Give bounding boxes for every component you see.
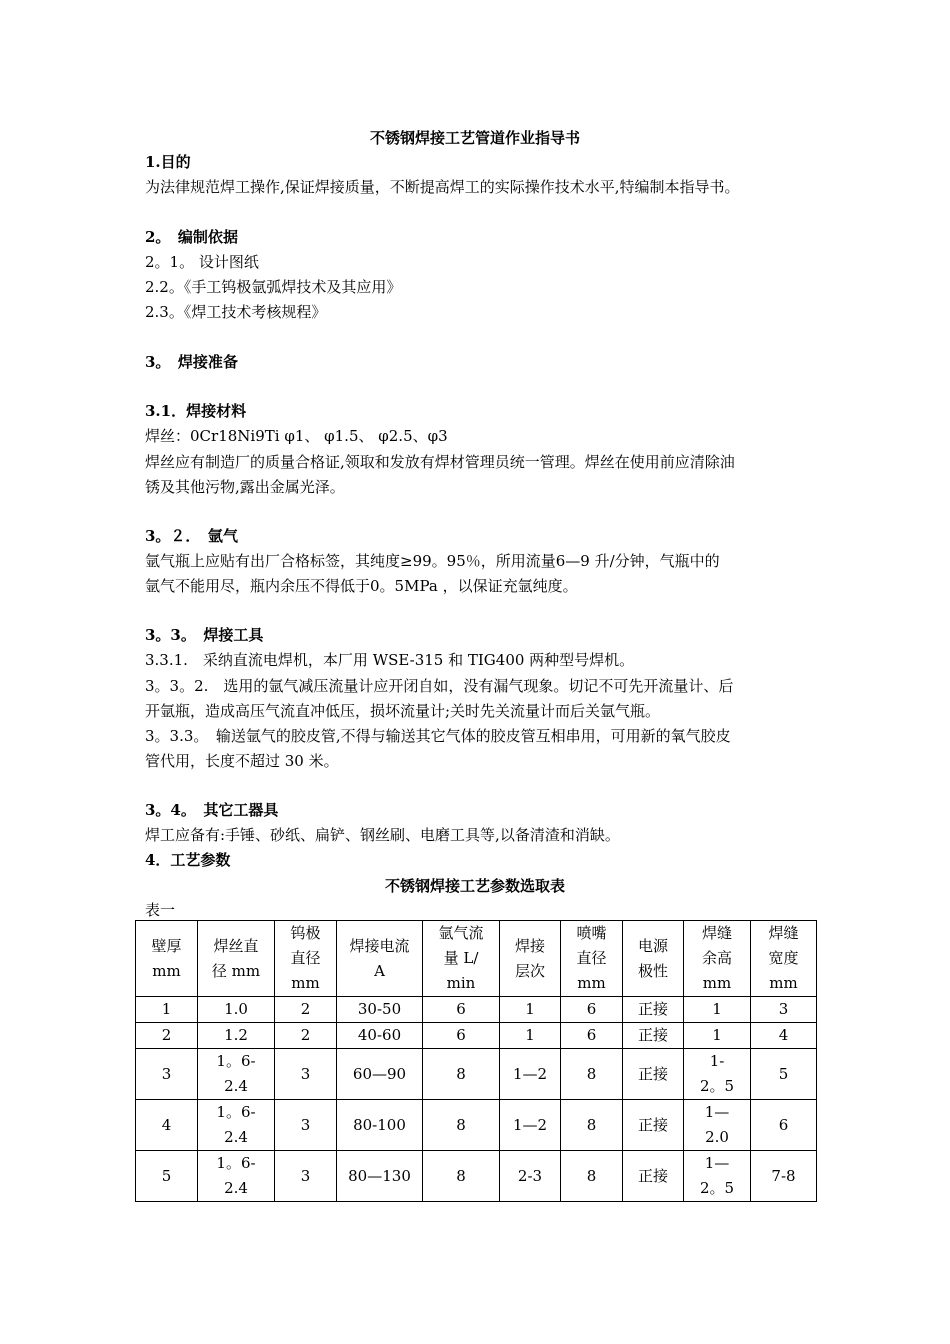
table-cell: 1 — [500, 1023, 561, 1049]
table-cell: 8 — [423, 1151, 500, 1202]
table-cell: 2 — [136, 1023, 198, 1049]
table-cell: 3 — [275, 1049, 337, 1100]
table-cell: 正接 — [623, 1100, 684, 1151]
table-cell: 2 — [275, 997, 337, 1023]
table-row — [136, 1151, 817, 1202]
table-cell: 8 — [423, 1100, 500, 1151]
table-cell: 1.0 — [198, 997, 275, 1023]
section-2-item: 2.3。《焊工技术考核规程》 — [145, 303, 327, 321]
table-cell: 5 — [751, 1049, 817, 1100]
table-cell: 正接 — [623, 1151, 684, 1202]
header-cell: 焊丝直 径 mm — [198, 921, 275, 997]
table-cell: 正接 — [623, 1049, 684, 1100]
section-3-1-heading: 3.1．焊接材料 — [145, 402, 247, 420]
table-cell: 1。6- 2.4 — [198, 1049, 275, 1100]
table-cell: 2 — [275, 1023, 337, 1049]
header-cell: 钨极 直径 mm — [275, 921, 337, 997]
table-cell: 30-50 — [337, 997, 423, 1023]
table-cell: 1— 2.0 — [684, 1100, 751, 1151]
section-3-2-line: 氩气瓶上应贴有出厂合格标签，其纯度≥99。95％，所用流量6—9 升/分钟，气瓶中的 — [145, 552, 720, 570]
section-3-heading: 3。 焊接准备 — [145, 353, 238, 371]
header-cell: 喷嘴 直径 mm — [561, 921, 623, 997]
header-cell: 电源 极性 — [623, 921, 684, 997]
section-3-3-line: 3.3.1. 采纳直流电焊机，本厂用 WSE-315 和 TIG400 两种型号焊机。 — [145, 651, 635, 669]
table-cell: 1 — [500, 997, 561, 1023]
table-cell: 8 — [561, 1151, 623, 1202]
table-cell: 7-8 — [751, 1151, 817, 1202]
table-cell: 40-60 — [337, 1023, 423, 1049]
table-cell: 8 — [561, 1100, 623, 1151]
header-cell: 焊缝 余高 mm — [684, 921, 751, 997]
table-cell: 1- 2。5 — [684, 1049, 751, 1100]
table-row — [136, 1100, 817, 1151]
table-cell: 6 — [423, 1023, 500, 1049]
table-cell: 1.2 — [198, 1023, 275, 1049]
table-cell: 6 — [423, 997, 500, 1023]
section-3-1-line: 焊丝：0Cr18Ni9Ti φ1、 φ1.5、 φ2.5、φ3 — [145, 427, 448, 445]
section-2-item: 2.2。《手工钨极氩弧焊技术及其应用》 — [145, 278, 402, 296]
section-3-4-text: 焊工应备有:手锤、砂纸、扁铲、钢丝刷、电磨工具等,以备清渣和消缺。 — [145, 826, 620, 844]
section-3-2-heading: 3。２． 氩气 — [145, 527, 238, 545]
section-3-3-line: 3。3。2. 选用的氩气减压流量计应开闭自如，没有漏气现象。切记不可先开流量计、后 — [145, 677, 734, 695]
table-cell: 正接 — [623, 997, 684, 1023]
section-2-heading: 2。 编制依据 — [145, 228, 238, 246]
table-cell: 6 — [561, 997, 623, 1023]
table-title: 不锈钢焊接工艺参数选取表 — [384, 877, 565, 895]
section-3-3-heading: 3。3。 焊接工具 — [145, 626, 264, 644]
table-header-row — [136, 921, 817, 997]
section-3-1-line: 锈及其他污物,露出金属光泽。 — [145, 478, 345, 496]
section-4-heading: 4．工艺参数 — [145, 851, 231, 869]
page-title: 不锈钢焊接工艺管道作业指导书 — [369, 129, 580, 147]
table-cell: 1—2 — [500, 1100, 561, 1151]
table-row — [136, 1023, 817, 1049]
section-3-3-line: 管代用，长度不超过 30 米。 — [145, 752, 339, 770]
table-cell: 4 — [751, 1023, 817, 1049]
table-cell: 4 — [136, 1100, 198, 1151]
header-cell: 焊缝 宽度 mm — [751, 921, 817, 997]
table-cell: 1—2 — [500, 1049, 561, 1100]
table-cell: 1。6- 2.4 — [198, 1100, 275, 1151]
table-cell: 5 — [136, 1151, 198, 1202]
parameter-table — [135, 920, 817, 1202]
table-row — [136, 997, 817, 1023]
header-cell: 氩气流 量 L/ min — [423, 921, 500, 997]
table-cell: 1 — [684, 1023, 751, 1049]
table-cell: 1— 2。5 — [684, 1151, 751, 1202]
table-cell: 正接 — [623, 1023, 684, 1049]
section-1-heading: 1.目的 — [145, 153, 191, 171]
section-3-4-heading: 3。4。 其它工器具 — [145, 801, 279, 819]
table-cell: 80-100 — [337, 1100, 423, 1151]
section-3-3-line: 3。3.3。 输送氩气的胶皮管,不得与输送其它气体的胶皮管互相串用，可用新的氧气胶皮 — [145, 727, 731, 745]
section-2-item: 2。1。 设计图纸 — [145, 253, 259, 271]
table-cell: 8 — [561, 1049, 623, 1100]
header-cell: 壁厚 mm — [136, 921, 198, 997]
table-row — [136, 1049, 817, 1100]
section-3-3-line: 开氩瓶，造成高压气流直冲低压，损坏流量计;关时先关流量计而后关氩气瓶。 — [145, 702, 661, 720]
table-cell: 3 — [136, 1049, 198, 1100]
section-1-text: 为法律规范焊工操作,保证焊接质量，不断提高焊工的实际操作技术水平,特编制本指导书。 — [145, 178, 740, 196]
section-3-1-line: 焊丝应有制造厂的质量合格证,领取和发放有焊材管理员统一管理。焊丝在使用前应清除油 — [145, 453, 735, 471]
table-cell: 3 — [751, 997, 817, 1023]
table-cell: 3 — [275, 1151, 337, 1202]
header-cell: 焊接电流 A — [337, 921, 423, 997]
table-cell: 60—90 — [337, 1049, 423, 1100]
table-cell: 6 — [751, 1100, 817, 1151]
table-cell: 80—130 — [337, 1151, 423, 1202]
table-cell: 1 — [684, 997, 751, 1023]
table-cell: 1 — [136, 997, 198, 1023]
table-label: 表一 — [145, 901, 176, 919]
table-cell: 2-3 — [500, 1151, 561, 1202]
table-cell: 3 — [275, 1100, 337, 1151]
table-cell: 8 — [423, 1049, 500, 1100]
section-3-2-line: 氩气不能用尽，瓶内余压不得低于0。5MPa ，以保证充氩纯度。 — [145, 577, 578, 595]
table-cell: 1。6- 2.4 — [198, 1151, 275, 1202]
header-cell: 焊接 层次 — [500, 921, 561, 997]
table-cell: 6 — [561, 1023, 623, 1049]
